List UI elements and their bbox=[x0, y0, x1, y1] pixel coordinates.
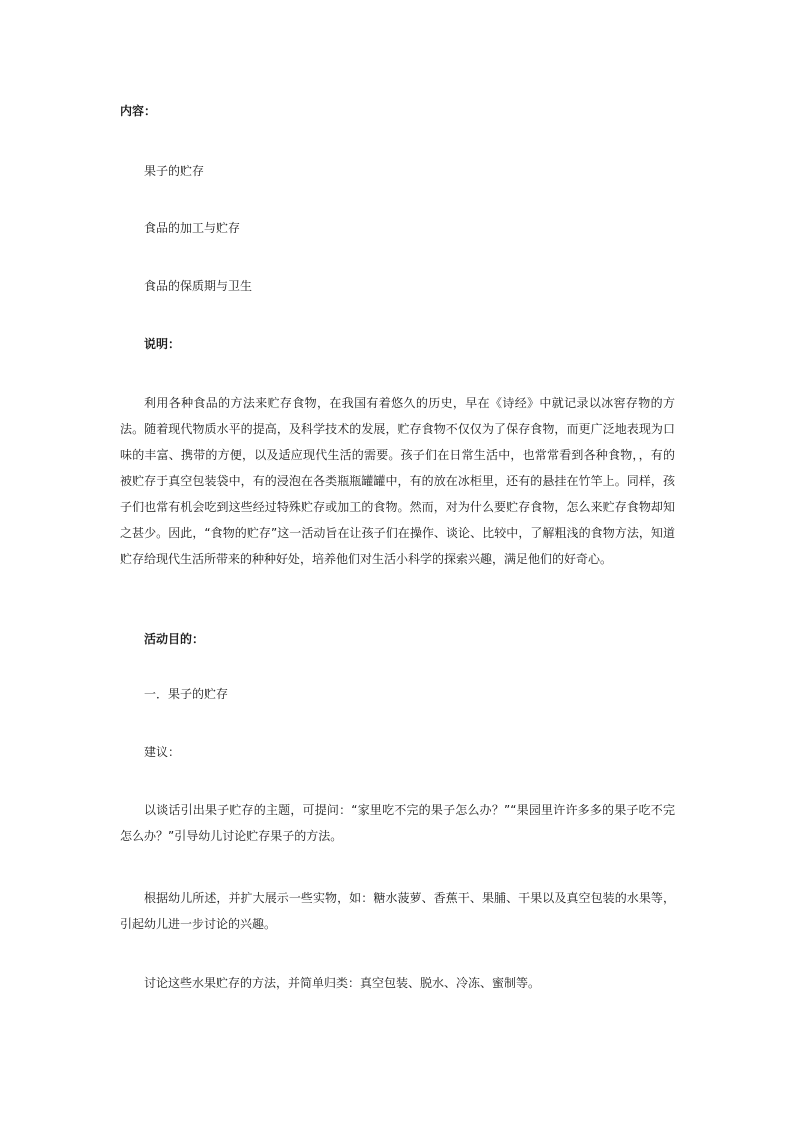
explanation-heading: 说明： bbox=[144, 337, 181, 351]
content-item: 食品的加工与贮存 bbox=[144, 221, 241, 235]
objectives-heading: 活动目的： bbox=[144, 632, 205, 646]
suggestion-paragraph: 根据幼儿所述，并扩大展示一些实物，如：糖水菠萝、香蕉干、果脯、干果以及真空包装的水果等，引起幼儿进一步讨论的兴趣。 bbox=[120, 891, 675, 931]
suggestion-paragraph: 以谈话引出果子贮存的主题，可提问：“家里吃不完的果子怎么办？”“果园里许许多多的果子吃不完怎么办？”引导幼儿讨论贮存果子的方法。 bbox=[120, 803, 675, 843]
suggestion-label: 建议： bbox=[144, 745, 181, 759]
section-title: 一．果子的贮存 bbox=[144, 687, 229, 701]
suggestion-paragraph: 讨论这些水果贮存的方法，并简单归类：真空包装、脱水、冷冻、蜜制等。 bbox=[144, 976, 541, 990]
explanation-paragraph: 利用各种食品的方法来贮存食物，在我国有着悠久的历史，早在《诗经》中就记录以冰窖存物的方法。随着现代物质水平的提高，及科学技术的发展，贮存食物不仅仅为了保存食物，而更广泛地表现为口味的丰富、携带的方便，以及适应现代生活的需要。孩子们在日常生活中，也常常看到各种食物，，有的被贮存于真空包装袋中，有的浸泡在各类瓶瓶罐罐中，有的放在冰柜里，还有的悬挂在竹竿上。同样，孩子们也常有机会吃到这些经过特殊贮存或加工的食物。然而，对为什么要贮存食物，怎么来贮存食物却知之甚少。因此，“食物的贮存”这一活动旨在让孩子们在操作、谈论、比较中，了解粗浅的食物方法，知道贮存给现代生活所带来的种种好处，培养他们对生活小科学的探索兴趣，满足他们的好奇心。 bbox=[120, 396, 675, 566]
content-item: 果子的贮存 bbox=[144, 164, 205, 178]
content-item: 食品的保质期与卫生 bbox=[144, 279, 253, 293]
content-heading: 内容： bbox=[120, 104, 157, 118]
